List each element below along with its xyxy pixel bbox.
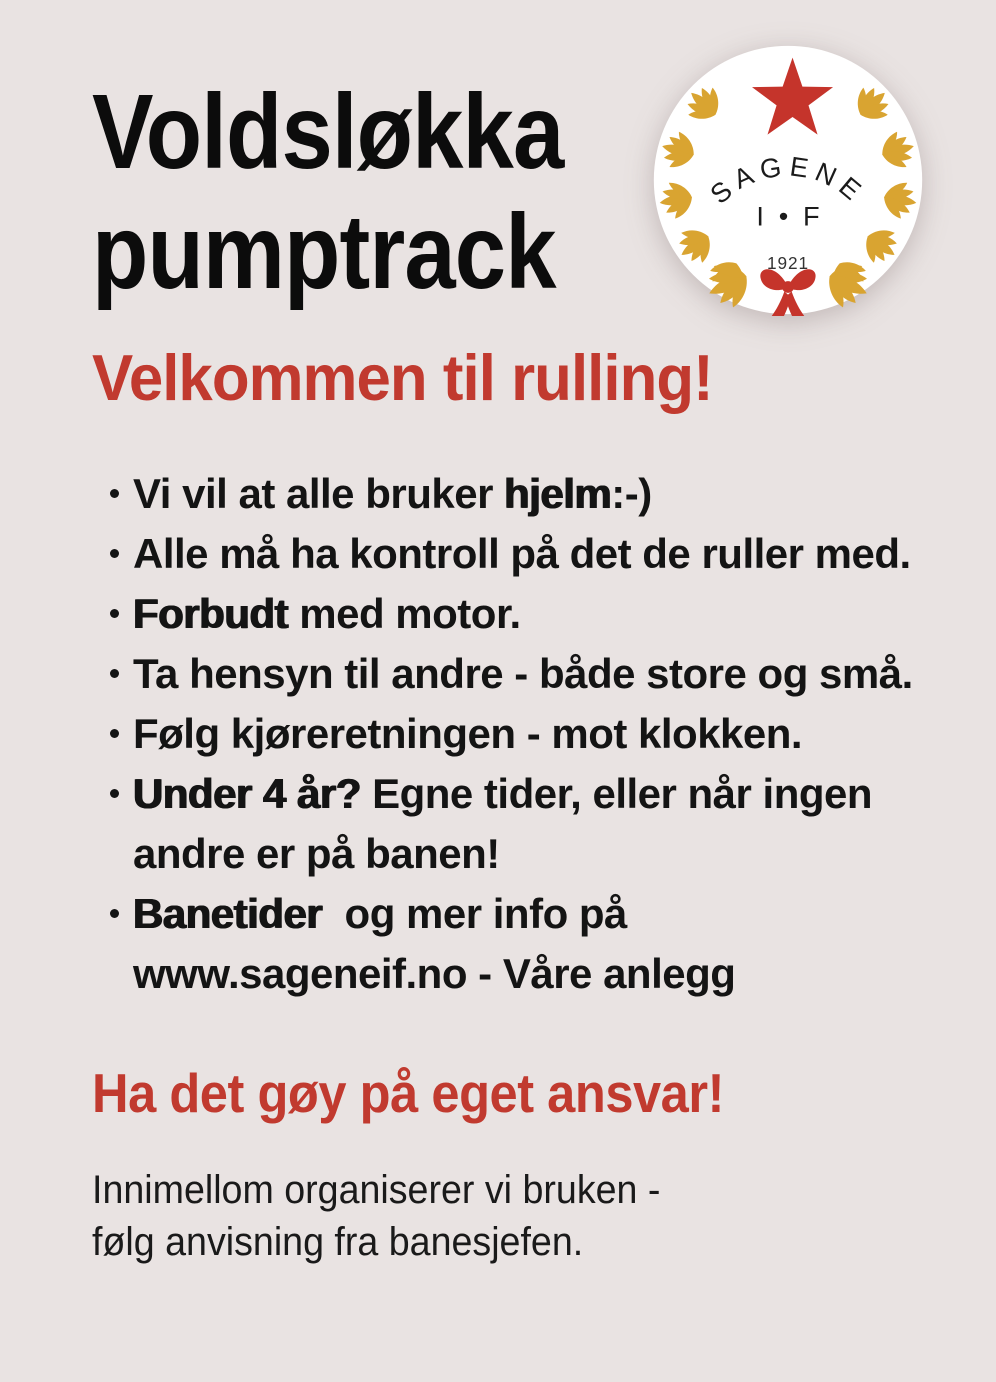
rule-item: [92, 584, 952, 644]
rule-text-bold: Banetider: [133, 890, 334, 937]
rules-list: [92, 464, 952, 1004]
rule-text: Vi vil at alle bruker: [133, 470, 505, 517]
rule-text: med motor.: [288, 590, 521, 637]
rule-item: [92, 524, 952, 584]
rule-text-bold: Forbudt: [133, 590, 289, 637]
rule-text: andre er på banen!: [133, 830, 500, 877]
rule-text-bold: Under 4 år?: [133, 770, 361, 817]
club-badge-icon: [652, 44, 924, 316]
rule-item: [92, 644, 952, 704]
rule-item: [92, 884, 952, 1004]
rule-text: Alle må ha kontroll på det de ruller med.: [133, 530, 911, 577]
rule-item: [92, 704, 952, 764]
rule-text: Egne tider, eller når ingen: [360, 770, 873, 817]
logo-year: 1921: [767, 252, 809, 273]
logo-club-name: SAGENE: [704, 150, 872, 210]
logo-initials: I • F: [756, 200, 824, 232]
rule-item: [92, 464, 952, 524]
poster-title-line1: Voldsløkka: [92, 73, 564, 191]
rule-text: Ta hensyn til andre - både store og små.: [133, 650, 913, 697]
rule-text: :-): [611, 470, 652, 517]
sagene-if-logo: [652, 44, 924, 316]
rule-text: Følg kjøreretningen - mot klokken.: [133, 710, 803, 757]
footer-line2: følg anvisning fra banesjefen.: [92, 1220, 584, 1264]
rule-text: og mer info på: [333, 890, 627, 937]
poster-title-line2: pumptrack: [92, 193, 556, 311]
welcome-heading: Velkommen til rulling!: [92, 341, 713, 414]
footer-line1: Innimellom organiserer vi bruken -: [92, 1168, 661, 1212]
rule-text: www.sageneif.no - Våre anlegg: [133, 950, 736, 997]
rule-text-bold: hjelm: [504, 470, 612, 517]
fun-heading: Ha det gøy på eget ansvar!: [92, 1062, 724, 1124]
footer-note: [92, 1164, 889, 1268]
rule-item: [92, 764, 952, 884]
